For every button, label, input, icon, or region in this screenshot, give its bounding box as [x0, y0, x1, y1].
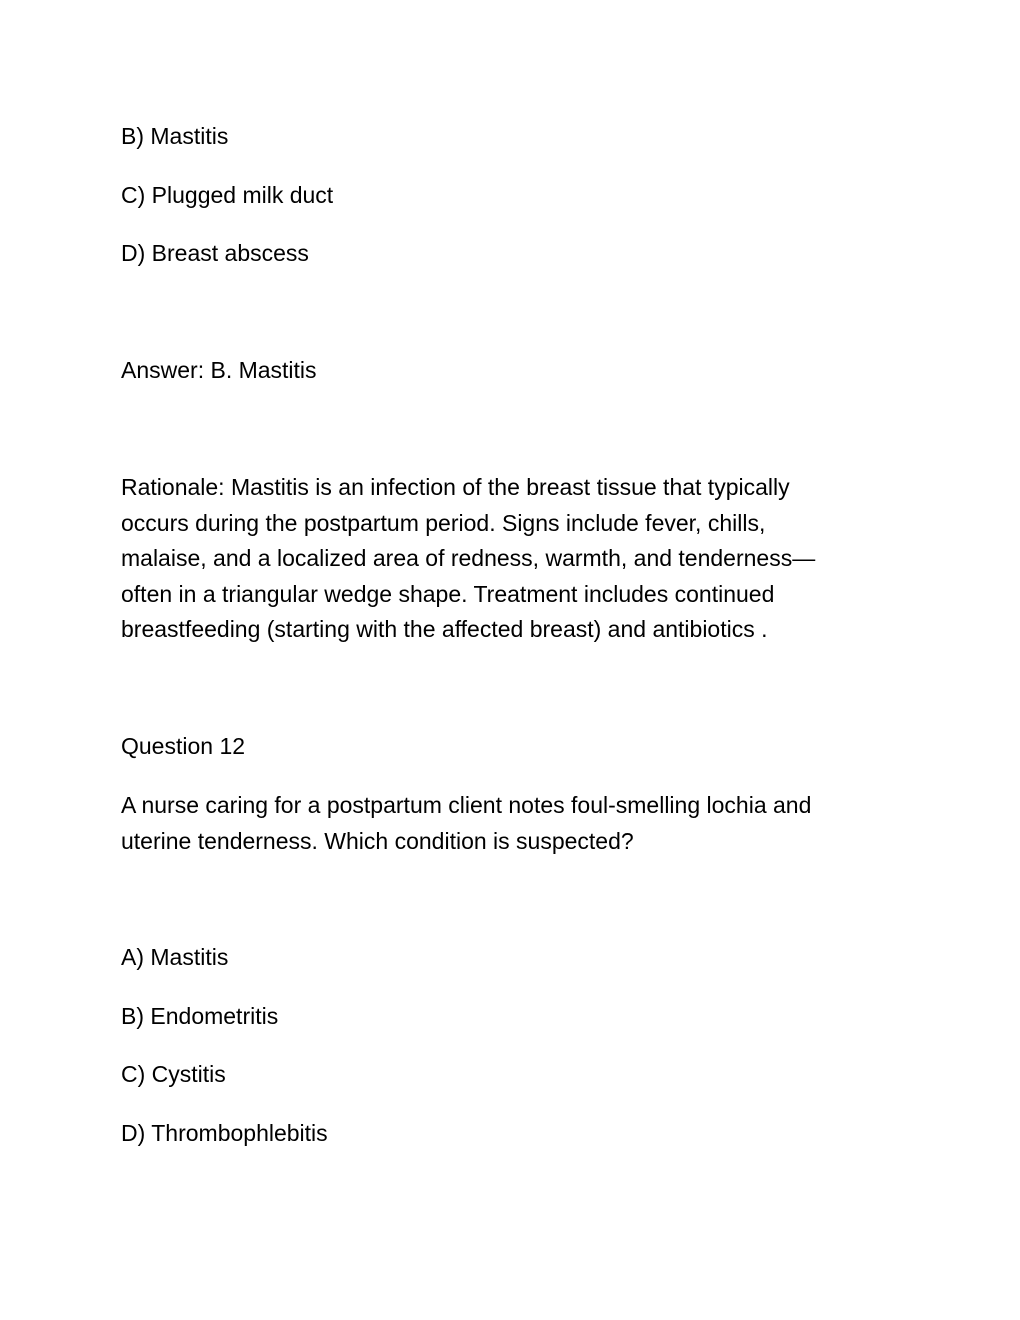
rationale-line: breastfeeding (starting with the affected breast) and antibiotics . [121, 616, 768, 642]
option-c-cystitis: C) Cystitis [121, 1061, 226, 1087]
rationale-line: often in a triangular wedge shape. Treatment includes continued [121, 580, 775, 607]
rationale-line: malaise, and a localized area of redness, warmth, and tenderness— [121, 545, 816, 571]
question-stem-line: A nurse caring for a postpartum client notes foul-smelling lochia and [121, 792, 812, 818]
rationale-line: occurs during the postpartum period. Signs include fever, chills, [121, 509, 766, 536]
rationale-paragraph [121, 470, 881, 648]
answer-text: Answer: B. Mastitis [121, 357, 317, 383]
option-d-thrombophlebitis: D) Thrombophlebitis [121, 1120, 328, 1146]
option-d-breast-abscess: D) Breast abscess [121, 240, 309, 266]
option-a-mastitis: A) Mastitis [121, 944, 229, 970]
rationale-line: Rationale: Mastitis is an infection of the breast tissue that typically [121, 474, 790, 500]
option-b-endometritis: B) Endometritis [121, 1003, 279, 1029]
question-heading: Question 12 [121, 733, 246, 759]
question-stem [121, 788, 881, 859]
option-b-mastitis: B) Mastitis [121, 123, 229, 149]
question-stem-line: uterine tenderness. Which condition is suspected? [121, 827, 634, 854]
option-c-plugged-milk-duct: C) Plugged milk duct [121, 182, 334, 208]
